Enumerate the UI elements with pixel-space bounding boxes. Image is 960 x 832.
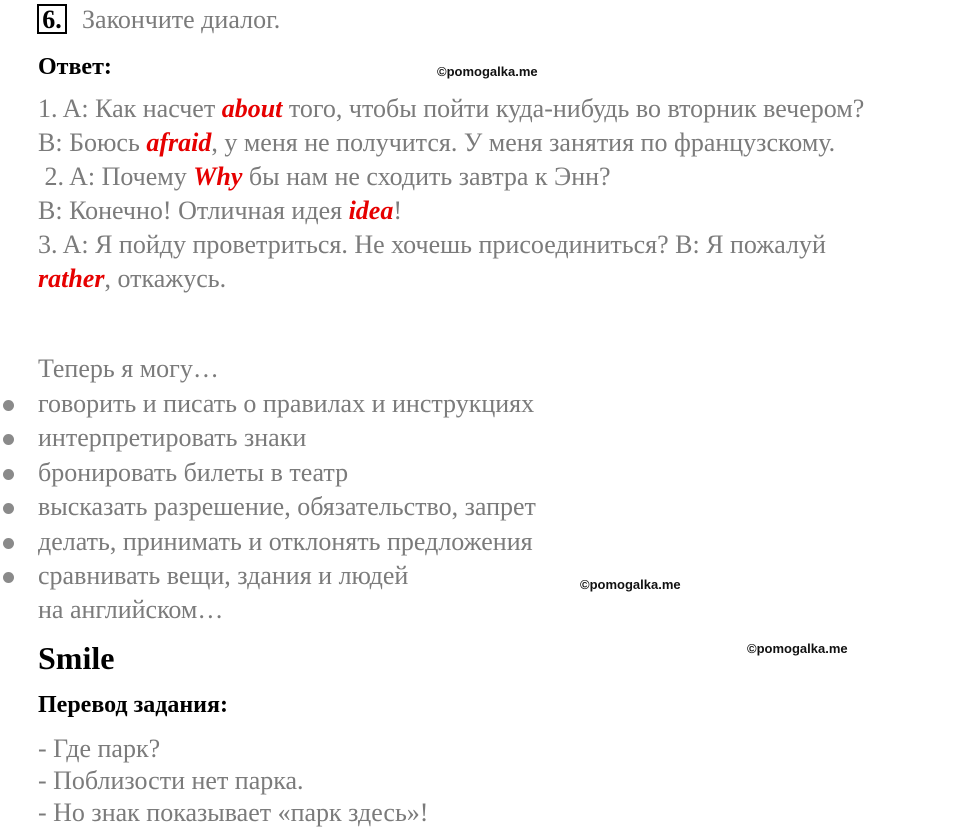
dialog-line-1 [38,92,864,126]
dialog-line-3 [38,160,611,194]
dialog-text: 1. A: Как насчет [38,94,222,123]
watermark: ©pomogalka.me [437,64,538,79]
answer-word: rather [38,264,105,293]
skill-item: высказать разрешение, обязательство, запрет [38,492,536,521]
translation-line: - Но знак показывает «парк здесь»! [38,798,429,827]
dialog-text: того, чтобы пойти куда-нибудь во вторник вечером? [282,94,865,123]
answer-word: about [221,94,283,123]
answer-word: Why [193,162,243,191]
dialog-text: 2. A: Почему [38,162,194,191]
skill-item: говорить и писать о правилах и инструкциях [38,389,535,418]
skill-item: сравнивать вещи, здания и людей [38,561,409,590]
bullet-icon [3,469,14,480]
dialog-line-4 [38,194,402,228]
answer-word: idea [348,196,394,225]
translation-heading: Перевод задания: [38,692,228,718]
dialog-line-5: 3. A: Я пойду проветриться. Не хочешь присоединиться? B: Я пожалуй [38,230,826,259]
watermark: ©pomogalka.me [747,641,848,656]
bullet-icon [3,400,14,411]
dialog-line-6 [38,262,226,296]
bullet-icon [3,434,14,445]
dialog-text: бы нам не сходить завтра к Энн? [242,162,611,191]
dialog-text: , откажусь. [104,264,227,293]
dialog-text: B: Боюсь [38,128,147,157]
now-i-can-intro: Теперь я могу… [38,354,219,383]
smile-title: Smile [38,640,115,676]
dialog-text: B: Конечно! Отличная идея [38,196,349,225]
task-number: 6. [37,4,67,34]
skill-continuation: на английском… [38,595,224,624]
skill-item: делать, принимать и отклонять предложения [38,527,533,556]
translation-line: - Где парк? [38,734,161,763]
skill-item: интерпретировать знаки [38,423,307,452]
dialog-text: , у меня не получится. У меня занятия по французскому. [211,128,836,157]
bullet-icon [3,572,14,583]
skill-item: бронировать билеты в театр [38,458,349,487]
bullet-icon [3,503,14,514]
watermark: ©pomogalka.me [580,577,681,592]
dialog-line-2 [38,126,835,160]
bullet-icon [3,538,14,549]
dialog-text: ! [393,196,403,225]
answer-word: afraid [146,128,212,157]
translation-line: - Поблизости нет парка. [38,766,304,795]
task-instruction: Закончите диалог. [82,5,281,34]
answer-heading: Ответ: [38,54,112,80]
